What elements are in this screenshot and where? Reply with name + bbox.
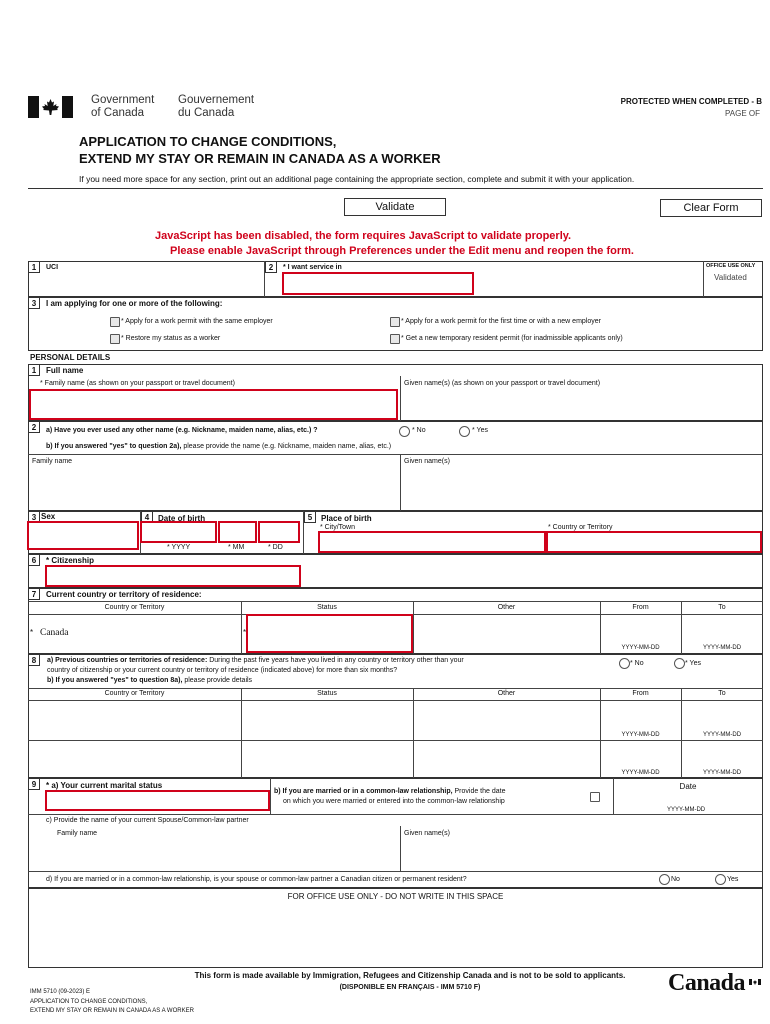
canada-wordmark <box>668 970 745 997</box>
given-name-label: Given name(s) (as shown on your passport or travel document) <box>404 380 601 387</box>
dob-dd: * DD <box>268 544 283 551</box>
other-name-yes-radio[interactable] <box>459 426 470 437</box>
footer-line1: This form is made available by Immigration, Refugees and Citizenship Canada and is not to be sold to applicants. <box>194 971 626 980</box>
prev-residence-yes-radio[interactable] <box>674 658 685 669</box>
prev-col-country: Country or Territory <box>104 690 165 697</box>
wordmark-flag-icon <box>749 972 761 978</box>
opt-same-employer-label: * Apply for a work permit with the same employer <box>121 318 273 325</box>
opt-new-employer-checkbox[interactable] <box>390 317 400 327</box>
spouse-given-name-input[interactable] <box>402 842 760 868</box>
prev-residence-yes-label: * Yes <box>685 660 701 667</box>
office-use-label: OFFICE USE ONLY <box>706 263 756 269</box>
apply-label: I am applying for one or more of the following: <box>46 299 223 308</box>
dob-number: 4 <box>141 511 153 523</box>
prev-residence-question <box>47 657 464 664</box>
spouse-citizen-no-radio[interactable] <box>659 874 670 885</box>
residence-status-select[interactable] <box>246 614 413 653</box>
divider <box>413 688 414 778</box>
col-country: Country or Territory <box>104 604 165 611</box>
divider <box>28 740 763 741</box>
divider <box>703 261 704 297</box>
spouse-citizen-yes-label: Yes <box>727 876 739 883</box>
residence-to-hint: YYYY-MM-DD <box>702 645 742 651</box>
spouse-given-name-label: Given name(s) <box>404 830 450 837</box>
prev-row2-to-hint: YYYY-MM-DD <box>702 770 742 776</box>
q3-number: 3 <box>28 297 40 309</box>
prev-residence-no-radio[interactable] <box>619 658 630 669</box>
divider <box>28 814 763 815</box>
prev-col-to: To <box>718 690 726 697</box>
col-from: From <box>632 604 649 611</box>
divider <box>400 826 401 871</box>
footer-form-name1: APPLICATION TO CHANGE CONDITIONS, <box>30 999 148 1005</box>
citizenship-label: * Citizenship <box>46 556 95 565</box>
marriage-date-hint: YYYY-MM-DD <box>667 807 706 813</box>
prev-residence-bold: a) Previous countries or territories of residence: <box>47 657 208 664</box>
residence-label: Current country or territory of residence: <box>46 590 202 599</box>
uci-label: UCI <box>46 264 59 271</box>
opt-new-employer-label: * Apply for a work permit for the first time or with a new employer <box>401 318 601 325</box>
prev-residence-b <box>47 677 252 684</box>
service-in-label: * I want service in <box>283 264 342 271</box>
footer-form-id: IMM 5710 (09-2023) E <box>30 989 91 995</box>
family-name-input[interactable] <box>29 389 398 420</box>
divider <box>270 778 271 814</box>
spouse-family-name-label: Family name <box>57 830 98 837</box>
js-warning-line1: JavaScript has been disabled, the form requires JavaScript to validate properly. <box>155 230 572 242</box>
residence-country-value[interactable]: Canada <box>40 628 69 638</box>
gov-fr-line2: du Canada <box>178 107 235 119</box>
sex-label: Sex <box>41 512 56 521</box>
opt-same-employer-checkbox[interactable] <box>110 317 120 327</box>
other-name-no-label: * No <box>412 427 426 434</box>
gov-en-line2: of Canada <box>91 107 145 119</box>
opt-trp-label: * Get a new temporary resident permit (for inadmissible applicants only) <box>401 335 623 342</box>
pob-number: 5 <box>304 511 316 523</box>
service-in-select[interactable] <box>282 272 474 295</box>
opt-restore-label: * Restore my status as a worker <box>121 335 221 342</box>
residence-other-input[interactable] <box>416 616 598 652</box>
footer-form-name2: EXTEND MY STAY OR REMAIN IN CANADA AS A WORKER <box>30 1008 194 1014</box>
marital-status-label: * a) Your current marital status <box>46 781 163 790</box>
protected-label: PROTECTED WHEN COMPLETED - B <box>620 97 762 106</box>
prev-residence-b-rest: please provide details <box>184 677 253 684</box>
canada-wordmark-text: Canada <box>668 970 746 996</box>
pob-city-input[interactable] <box>318 531 546 553</box>
marital-number: 9 <box>28 778 40 790</box>
header-rule <box>28 188 763 189</box>
prev-residence-line2: country of citizenship or your current country or territory of residence (indicated above) for more than six months? <box>47 667 398 674</box>
given-name-input[interactable] <box>402 390 760 419</box>
dob-mm: * MM <box>228 544 245 551</box>
residence-number: 7 <box>28 588 40 600</box>
divider <box>28 601 763 602</box>
other-name-question: a) Have you ever used any other name (e.g. Nickname, maiden name, alias, etc.) ? <box>46 427 318 434</box>
personal-details-heading: PERSONAL DETAILS <box>30 353 111 362</box>
other-name-no-radio[interactable] <box>399 426 410 437</box>
prev-col-status: Status <box>317 690 337 697</box>
prev-col-other: Other <box>497 690 516 697</box>
validated-label: Validated <box>714 273 747 282</box>
full-name-label: Full name <box>46 366 84 375</box>
divider <box>400 454 401 511</box>
validate-button[interactable]: Validate <box>344 198 446 216</box>
citizenship-number: 6 <box>28 554 40 566</box>
prev-residence-no-label: * No <box>630 660 644 667</box>
marital-status-select[interactable] <box>45 790 270 811</box>
js-warning-line2: Please enable JavaScript through Preferences under the Edit menu and reopen the form. <box>170 245 634 257</box>
prev-residence-rest: During the past five years have you lived in any country or territory other than your <box>209 657 464 664</box>
opt-trp-checkbox[interactable] <box>390 334 400 344</box>
canada-flag-icon <box>28 96 73 118</box>
prev-row1-from-hint: YYYY-MM-DD <box>621 732 660 738</box>
col-to: To <box>718 604 726 611</box>
footer-line2: (DISPONIBLE EN FRANÇAIS - IMM 5710 F) <box>339 984 481 991</box>
pob-country-label: * Country or Territory <box>548 524 613 531</box>
spouse-family-name-input[interactable] <box>30 842 396 868</box>
other-name-b-bold: b) If you answered "yes" to question 2a), <box>46 443 182 450</box>
divider <box>28 871 763 872</box>
marriage-date-line2: on which you were married or entered into the common-law relationship <box>283 798 505 805</box>
other-given-name-input[interactable] <box>402 470 760 508</box>
form-title-line1: APPLICATION TO CHANGE CONDITIONS, <box>79 134 337 149</box>
gov-en-line1: Government <box>91 94 155 106</box>
family-name-label: * Family name (as shown on your passport or travel document) <box>40 380 235 387</box>
pob-country-select[interactable] <box>546 531 762 553</box>
spouse-citizen-no-label: No <box>671 876 680 883</box>
pob-label: Place of birth <box>321 514 372 523</box>
dob-month-input[interactable] <box>218 521 257 543</box>
other-name-b <box>46 443 391 450</box>
col-status: Status <box>317 604 337 611</box>
opt-restore-checkbox[interactable] <box>110 334 120 344</box>
other-name-b-rest: please provide the name (e.g. Nickname, maiden name, alias, etc.) <box>183 443 392 450</box>
sex-select[interactable] <box>27 521 139 550</box>
prev-row1-to-hint: YYYY-MM-DD <box>702 732 742 738</box>
other-given-name-label: Given name(s) <box>404 458 450 465</box>
instruction-text: If you need more space for any section, print out an additional page containing the appropriate section, complete and submit it with your application. <box>79 174 635 184</box>
page-of: PAGE OF <box>725 109 760 118</box>
divider <box>241 688 242 778</box>
spouse-name-label: c) Provide the name of your current Spouse/Common-law partner <box>46 817 249 824</box>
uci-input[interactable] <box>40 275 262 293</box>
asterisk: * <box>30 628 34 637</box>
marriage-date-bold: b) If you are married or in a common-law relationship, <box>274 788 453 795</box>
prev-col-from: From <box>632 690 649 697</box>
other-name-yes-label: * Yes <box>472 427 488 434</box>
pob-city-label: * City/Town <box>320 524 356 531</box>
prev-residence-number: 8 <box>28 654 40 666</box>
marriage-date-checkbox[interactable] <box>590 792 600 802</box>
residence-from-hint: YYYY-MM-DD <box>621 645 660 651</box>
spouse-citizen-question: d) If you are married or in a common-law relationship, is your spouse or common-law partner a Canadian citizen or permanent resident? <box>46 876 467 883</box>
full-name-number: 1 <box>28 364 40 376</box>
gov-fr-line1: Gouvernement <box>178 94 255 106</box>
col-other: Other <box>497 604 516 611</box>
divider <box>28 454 763 455</box>
marriage-date-question <box>274 788 505 795</box>
prev-row2-from-hint: YYYY-MM-DD <box>621 770 660 776</box>
dob-label: Date of birth <box>158 514 206 523</box>
marriage-date-rest: Provide the date <box>454 788 506 795</box>
q2-number: 2 <box>265 261 277 273</box>
sex-number: 3 <box>28 511 40 523</box>
asterisk: * <box>243 628 247 637</box>
marriage-date-label: Date <box>679 782 697 791</box>
citizenship-select[interactable] <box>45 565 301 587</box>
office-use-space-label: FOR OFFICE USE ONLY - DO NOT WRITE IN THIS SPACE <box>287 892 504 901</box>
spouse-citizen-yes-radio[interactable] <box>715 874 726 885</box>
other-family-name-input[interactable] <box>30 470 396 508</box>
divider <box>28 700 763 701</box>
form-title-line2: EXTEND MY STAY OR REMAIN IN CANADA AS A WORKER <box>79 151 441 166</box>
dob-yyyy: * YYYY <box>167 544 191 551</box>
divider <box>28 688 763 689</box>
clear-form-button[interactable]: Clear Form <box>660 199 762 217</box>
prev-residence-b-bold: b) If you answered "yes" to question 8a), <box>47 677 183 684</box>
divider <box>400 376 401 421</box>
q2-other-number: 2 <box>28 421 40 433</box>
q1-number: 1 <box>28 261 40 273</box>
dob-day-input[interactable] <box>258 521 300 543</box>
other-family-name-label: Family name <box>32 458 73 465</box>
dob-year-input[interactable] <box>140 521 217 543</box>
